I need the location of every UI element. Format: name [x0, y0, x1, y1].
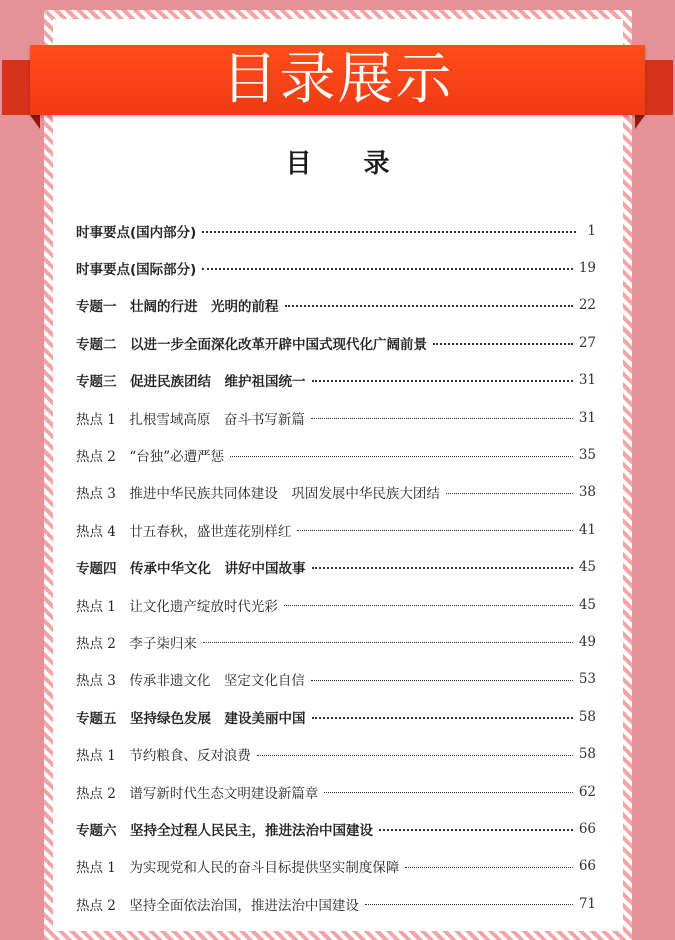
toc-leader-dots — [285, 305, 573, 307]
toc-page-number: 58 — [578, 708, 596, 725]
toc-entry[interactable] — [76, 474, 596, 511]
toc-entry-title: 专题一 壮阔的行进 光明的前程 — [76, 299, 279, 316]
toc-entry-title: 专题二 以进一步全面深化改革开辟中国式现代化广阔前景 — [76, 336, 427, 353]
toc-page-number: 22 — [578, 297, 596, 314]
toc-entry[interactable] — [76, 511, 596, 548]
toc-entry-title: 专题三 促进民族团结 维护祖国统一 — [76, 374, 306, 391]
toc-leader-dots — [405, 867, 572, 868]
toc-page-number: 31 — [578, 409, 596, 426]
toc-entry[interactable] — [76, 735, 596, 772]
toc-entry[interactable] — [76, 362, 596, 399]
toc-entry[interactable] — [76, 848, 596, 885]
toc-entry[interactable] — [76, 436, 596, 473]
toc-page-number: 66 — [578, 820, 596, 837]
toc-entry[interactable] — [76, 623, 596, 660]
toc-leader-dots — [203, 642, 573, 643]
toc-leader-dots — [312, 380, 573, 382]
toc-entry[interactable] — [76, 810, 596, 847]
toc-entry-title: 热点 3 传承非遗文化 坚定文化自信 — [76, 673, 305, 690]
toc-leader-dots — [284, 605, 573, 606]
toc-leader-dots — [297, 530, 572, 531]
toc-heading: 目录 — [285, 149, 442, 179]
toc-page-number: 38 — [578, 484, 596, 501]
toc-page-number: 45 — [578, 559, 596, 576]
toc-entry-title: 热点 2 李子柒归来 — [76, 635, 197, 652]
toc-leader-dots — [202, 231, 576, 233]
toc-leader-dots — [365, 904, 573, 905]
banner-title: 目录展示 — [221, 47, 454, 112]
toc-page-number: 1 — [587, 222, 596, 239]
toc-leader-dots — [230, 456, 573, 457]
toc-entry-title: 热点 1 节约粮食、反对浪费 — [76, 748, 251, 765]
toc-entry-title: 热点 1 扎根雪域高原 奋斗书写新篇 — [76, 411, 305, 428]
toc-entry[interactable] — [76, 549, 596, 586]
toc-entry[interactable] — [76, 212, 596, 249]
toc-page-number: 66 — [578, 858, 596, 875]
toc-page-number: 58 — [578, 746, 596, 763]
toc-page-number: 35 — [578, 447, 596, 464]
toc-entry-title: 热点 3 推进中华民族共同体建设 巩固发展中华民族大团结 — [76, 486, 440, 503]
toc-entry-title: 热点 1 为实现党和人民的奋斗目标提供坚实制度保障 — [76, 860, 400, 877]
toc-leader-dots — [324, 792, 572, 793]
toc-entry[interactable] — [76, 698, 596, 735]
table-of-contents — [76, 212, 596, 922]
toc-entry[interactable] — [76, 249, 596, 286]
toc-leader-dots — [311, 680, 573, 681]
toc-entry[interactable] — [76, 287, 596, 324]
ribbon-fold-right — [635, 115, 645, 129]
toc-leader-dots — [379, 829, 573, 831]
toc-leader-dots — [257, 755, 573, 756]
toc-entry[interactable] — [76, 885, 596, 922]
toc-page-number: 27 — [578, 334, 596, 351]
title-banner — [30, 45, 645, 115]
toc-leader-dots — [312, 567, 573, 569]
toc-entry-title: 热点 4 廿五春秋，盛世莲花别样红 — [76, 523, 292, 540]
toc-page-number: 71 — [578, 895, 596, 912]
toc-entry[interactable] — [76, 773, 596, 810]
toc-page-number: 49 — [578, 633, 596, 650]
toc-entry-title: 专题六 坚持全过程人民民主，推进法治中国建设 — [76, 822, 373, 839]
toc-entry-title: 热点 1 让文化遗产绽放时代光彩 — [76, 598, 278, 615]
toc-entry-title: 热点 2 坚持全面依法治国，推进法治中国建设 — [76, 897, 359, 914]
toc-leader-dots — [446, 493, 573, 494]
toc-entry-title: 热点 2 谱写新时代生态文明建设新篇章 — [76, 785, 319, 802]
toc-entry-title: 热点 2 “台独”必遭严惩 — [76, 449, 225, 466]
toc-page-number: 45 — [578, 596, 596, 613]
toc-entry[interactable] — [76, 586, 596, 623]
toc-leader-dots — [311, 418, 573, 419]
ribbon-fold-left — [30, 115, 40, 129]
toc-page-number: 62 — [578, 783, 596, 800]
toc-entry-title: 专题五 坚持绿色发展 建设美丽中国 — [76, 710, 306, 727]
toc-page-number: 31 — [578, 372, 596, 389]
toc-entry-title: 时事要点(国际部分) — [76, 262, 197, 279]
toc-entry-title: 专题四 传承中华文化 讲好中国故事 — [76, 561, 306, 578]
toc-entry[interactable] — [76, 324, 596, 361]
toc-page-number: 19 — [578, 260, 596, 277]
toc-entry-title: 时事要点(国内部分) — [76, 224, 197, 241]
toc-entry[interactable] — [76, 661, 596, 698]
toc-entry[interactable] — [76, 399, 596, 436]
toc-leader-dots — [202, 268, 572, 270]
toc-leader-dots — [433, 343, 573, 345]
toc-leader-dots — [312, 717, 573, 719]
toc-page-number: 53 — [578, 671, 596, 688]
toc-page-number: 41 — [578, 521, 596, 538]
